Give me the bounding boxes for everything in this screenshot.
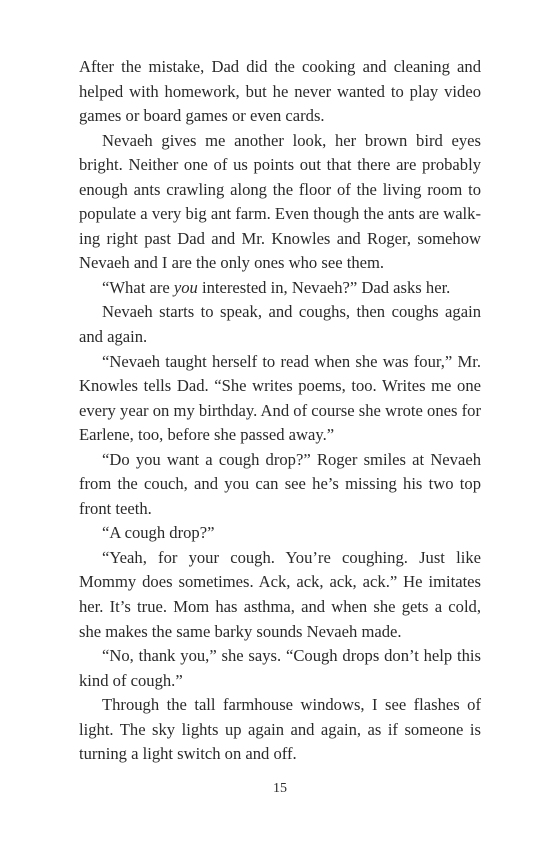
paragraph: Nevaeh gives me another look, her brown bird eyes bright. Neither one of us points out that there are probably enough ants crawling along the floor of the living room to populate a very big ant farm. Even though the ants are walking right past Dad and Mr. Knowles and Roger, somehow Nevaeh and I are the only ones who see them. xyxy=(79,130,481,273)
paragraph: “Yeah, for your cough. You’re coughing. Just like Mommy does sometimes. Ack, ack, ack, ack.” He imitates her. It’s true. Mom has asthma, and when she gets a cold, she makes the same barky sounds Nevaeh made. xyxy=(79,547,481,641)
emphasized-word: you xyxy=(173,277,198,297)
paragraph: “Do you want a cough drop?” Roger smiles at Nevaeh from the couch, and you can see he’s missing his two top front teeth. xyxy=(79,449,481,518)
paragraph: Nevaeh starts to speak, and coughs, then coughs again and again. xyxy=(79,302,481,347)
body-text xyxy=(79,55,481,767)
paragraph: “No, thank you,” she says. “Cough drops don’t help this kind of cough.” xyxy=(79,646,481,690)
dialogue-text: interested in, Nevaeh?” Dad asks her. xyxy=(197,277,451,297)
paragraph: After the mistake, Dad did the cooking and cleaning and helped with homework, but he never wanted to play video games or board games or even cards. xyxy=(79,57,481,126)
paragraph: “A cough drop?” xyxy=(102,523,215,543)
page-number: 15 xyxy=(273,781,287,796)
paragraph: “Nevaeh taught herself to read when she was four,” Mr. Knowles tells Dad. “She writes poems, too. Writes me one every year on my birthday. And of course she wrote ones for Earlene, too, before she passed away.” xyxy=(79,351,481,445)
paragraph: Through the tall farmhouse windows, I see flashes of light. The sky lights up again and again, as if someone is turning a light switch on and off. xyxy=(79,695,481,764)
paragraph xyxy=(79,276,481,301)
dialogue-text: “What are xyxy=(102,277,174,297)
